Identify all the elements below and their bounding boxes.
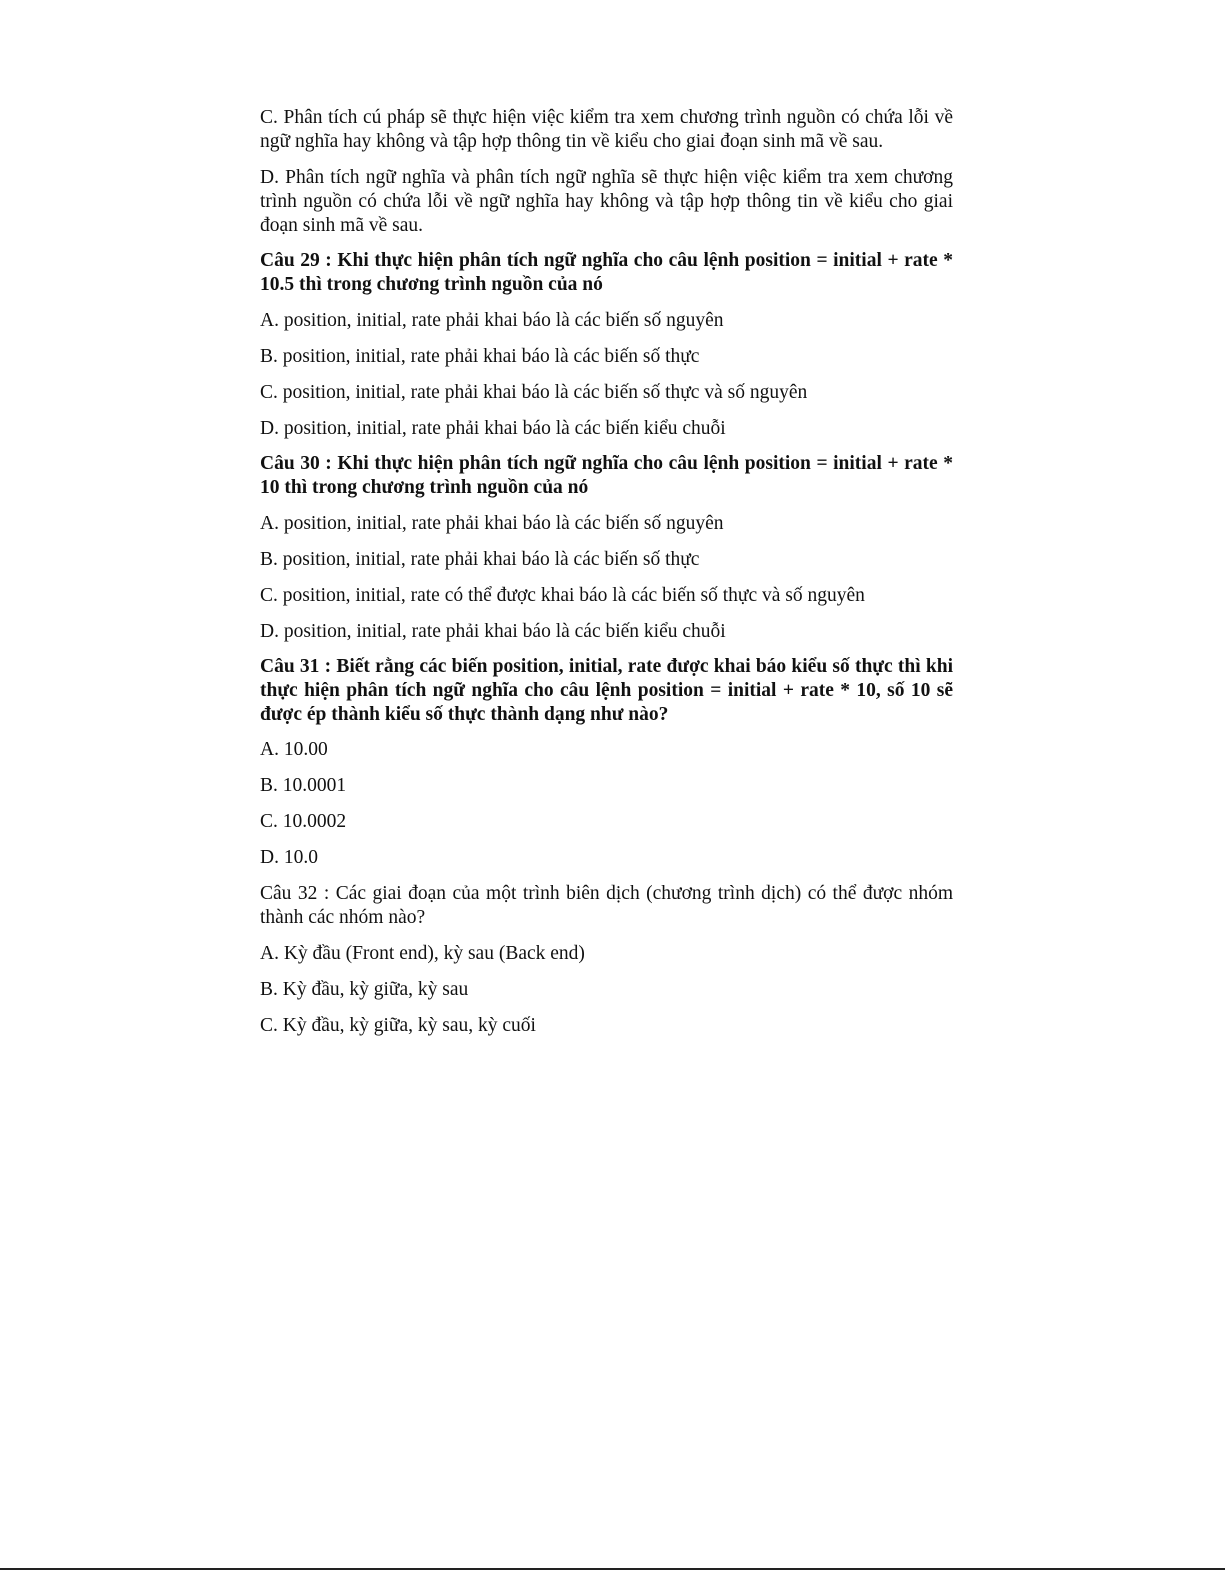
q29-option-b: B. position, initial, rate phải khai báo là các biến số thực <box>260 346 700 367</box>
question-32: Câu 32 : Các giai đoạn của một trình biên dịch (chương trình dịch) có thể được nhóm thành các nhóm nào? <box>260 883 953 928</box>
question-30: Câu 30 : Khi thực hiện phân tích ngữ nghĩa cho câu lệnh position = initial + rate * 10 thì trong chương trình nguồn của nó <box>260 453 953 498</box>
q29-option-a: A. position, initial, rate phải khai báo là các biến số nguyên <box>260 310 724 331</box>
q31-option-c: C. 10.0002 <box>260 811 347 832</box>
q30-option-a: A. position, initial, rate phải khai báo là các biến số nguyên <box>260 513 724 534</box>
question-29: Câu 29 : Khi thực hiện phân tích ngữ nghĩa cho câu lệnh position = initial + rate * 10.5 thì trong chương trình nguồn của nó <box>260 250 953 295</box>
option-c-previous: C. Phân tích cú pháp sẽ thực hiện việc kiểm tra xem chương trình nguồn có chứa lỗi về ngữ nghĩa hay không và tập hợp thông tin về kiểu cho giai đoạn sinh mã về sau. <box>260 107 953 152</box>
q30-option-d: D. position, initial, rate phải khai báo là các biến kiểu chuỗi <box>260 621 726 642</box>
option-d-previous: D. Phân tích ngữ nghĩa và phân tích ngữ nghĩa sẽ thực hiện việc kiểm tra xem chương trình nguồn có chứa lỗi về ngữ nghĩa hay không và tập hợp thông tin về kiểu cho giai đoạn sinh mã về sau. <box>260 167 953 236</box>
q32-option-a: A. Kỳ đầu (Front end), kỳ sau (Back end) <box>260 943 585 964</box>
q32-option-b: B. Kỳ đầu, kỳ giữa, kỳ sau <box>260 979 469 1000</box>
q32-option-c: C. Kỳ đầu, kỳ giữa, kỳ sau, kỳ cuối <box>260 1015 536 1036</box>
q29-option-c: C. position, initial, rate phải khai báo là các biến số thực và số nguyên <box>260 382 808 403</box>
q30-option-c: C. position, initial, rate có thể được khai báo là các biến số thực và số nguyên <box>260 585 865 606</box>
page-bottom-border <box>0 1568 1225 1570</box>
q29-option-d: D. position, initial, rate phải khai báo là các biến kiểu chuỗi <box>260 418 726 439</box>
q31-option-a: A. 10.00 <box>260 739 328 760</box>
q31-option-d: D. 10.0 <box>260 847 318 868</box>
q31-option-b: B. 10.0001 <box>260 775 347 796</box>
q30-option-b: B. position, initial, rate phải khai báo là các biến số thực <box>260 549 700 570</box>
page-content <box>260 106 953 1038</box>
question-31: Câu 31 : Biết rằng các biến position, initial, rate được khai báo kiểu số thực thì khi thực hiện phân tích ngữ nghĩa cho câu lệnh position = initial + rate * 10, số 10 sẽ được ép thành kiểu số thực thành dạng như nào? <box>260 656 953 725</box>
